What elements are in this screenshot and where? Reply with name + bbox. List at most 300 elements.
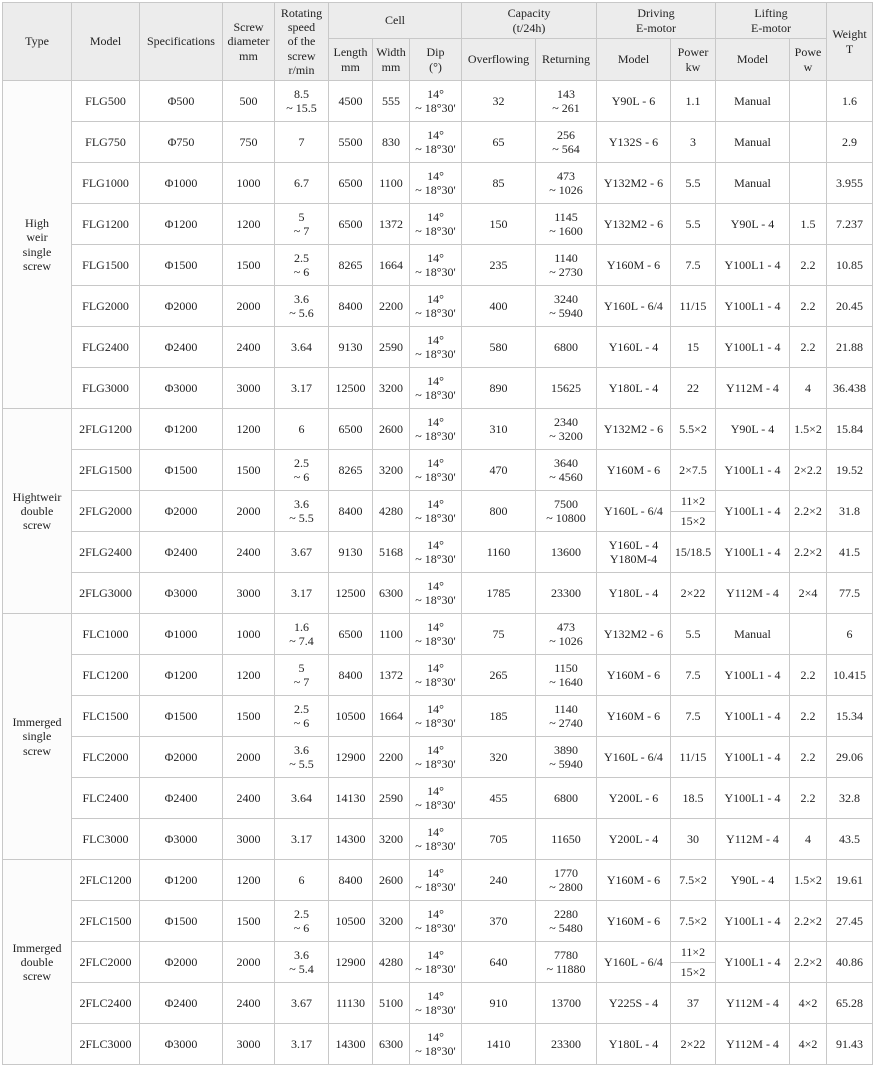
length-cell: 8400 [329, 286, 373, 327]
dip-cell [410, 491, 462, 532]
text-line: 473 [557, 168, 575, 183]
length-cell: 10500 [329, 696, 373, 737]
spec-cell: Φ2400 [140, 327, 223, 368]
text-line: 11×2 [680, 494, 706, 509]
returning-cell [536, 696, 597, 737]
header-type: Type [3, 3, 72, 81]
model-cell: 2FLC1500 [72, 901, 140, 942]
driving-model-cell [597, 81, 671, 122]
spec-cell: Φ1000 [140, 614, 223, 655]
text-line: Y160M - 6 [606, 667, 661, 682]
text-line: Y132M2 - 6 [603, 421, 664, 436]
text-line: T [845, 41, 854, 56]
speed-cell [275, 163, 329, 204]
speed-cell [275, 983, 329, 1024]
lifting-power-cell: 2×2.2 [790, 450, 827, 491]
length-cell: 8265 [329, 245, 373, 286]
text-line: Hightweir [12, 489, 62, 504]
returning-cell [536, 819, 597, 860]
text-line: ~ 18°30' [415, 552, 456, 566]
text-line: Y160M - 6 [606, 257, 661, 272]
width-cell: 2600 [373, 409, 410, 450]
table-row [3, 942, 873, 983]
text-line: Y160M - 6 [606, 708, 661, 723]
text-line: 1150 [554, 660, 578, 675]
weight-cell: 19.61 [827, 860, 873, 901]
driving-power-cell [671, 163, 716, 204]
text-line: 14° [427, 865, 444, 880]
text-line: 3.6 [294, 291, 309, 306]
text-line: 2340 [554, 414, 578, 429]
lifting-power-cell: 2.2 [790, 245, 827, 286]
text-line: 7.5×2 [679, 872, 707, 887]
text-line: 14° [427, 209, 444, 224]
lifting-power-cell [790, 81, 827, 122]
weight-cell: 15.84 [827, 409, 873, 450]
text-line: 143 [557, 86, 575, 101]
text-line: 14° [427, 906, 444, 921]
weight-cell: 10.85 [827, 245, 873, 286]
text-line: 2×22 [680, 585, 706, 600]
returning-cell [536, 204, 597, 245]
text-line: screw [287, 48, 316, 63]
table-row [3, 163, 873, 204]
speed-cell [275, 491, 329, 532]
length-cell: 9130 [329, 327, 373, 368]
table-row [3, 614, 873, 655]
text-line: Y180M-4 [609, 552, 658, 566]
returning-cell [536, 163, 597, 204]
text-line: ~ 18°30' [415, 183, 456, 197]
driving-power-cell [671, 983, 716, 1024]
dip-cell [410, 327, 462, 368]
returning-cell [536, 737, 597, 778]
returning-cell [536, 122, 597, 163]
text-line: Y180L - 4 [608, 1036, 659, 1051]
model-cell: 2FLG2000 [72, 491, 140, 532]
overflowing-cell: 320 [462, 737, 536, 778]
weight-cell: 19.52 [827, 450, 873, 491]
length-cell: 8400 [329, 491, 373, 532]
driving-power-cell [671, 122, 716, 163]
returning-cell [536, 368, 597, 409]
driving-power-cell [671, 819, 716, 860]
spec-cell: Φ1200 [140, 204, 223, 245]
text-line: 3.6 [294, 742, 309, 757]
text-line: 6.7 [294, 175, 309, 190]
weight-cell: 40.86 [827, 942, 873, 983]
text-line: 2.5 [294, 906, 309, 921]
length-cell: 6500 [329, 204, 373, 245]
text-line: 14° [427, 537, 444, 552]
dip-cell [410, 204, 462, 245]
driving-power-cell [671, 81, 716, 122]
driving-power-cell [671, 368, 716, 409]
model-cell: FLG500 [72, 81, 140, 122]
driving-model-cell [597, 204, 671, 245]
text-line: ~ 7 [293, 675, 310, 689]
text-line: screw [23, 518, 51, 533]
text-line: ~ 1640 [549, 675, 583, 689]
driving-power-cell [671, 901, 716, 942]
text-line: Weight [832, 27, 867, 42]
lifting-model-cell: Y100L1 - 4 [716, 245, 790, 286]
type-cell [3, 409, 72, 614]
table-row [3, 81, 873, 122]
text-line: 14° [427, 127, 444, 142]
table-row [3, 491, 873, 532]
weight-cell: 27.45 [827, 901, 873, 942]
text-line: 14° [427, 619, 444, 634]
length-cell: 8400 [329, 860, 373, 901]
text-line: Y160L - 6/4 [604, 954, 663, 969]
returning-cell [536, 532, 597, 573]
diameter-cell: 1500 [223, 245, 275, 286]
text-line: ~ 18°30' [415, 347, 456, 361]
table-row [3, 819, 873, 860]
table-row [3, 573, 873, 614]
dip-cell [410, 368, 462, 409]
text-line: 3240 [554, 291, 578, 306]
text-line: ~ 6 [293, 716, 310, 730]
length-cell: 9130 [329, 532, 373, 573]
text-line: of the [287, 34, 316, 49]
width-cell: 3200 [373, 450, 410, 491]
model-cell: 2FLG1200 [72, 409, 140, 450]
weight-cell: 7.237 [827, 204, 873, 245]
weight-cell: 77.5 [827, 573, 873, 614]
weight-cell: 3.955 [827, 163, 873, 204]
text-line: ~ 2740 [549, 716, 583, 730]
text-line: speed [287, 20, 316, 35]
text-line: double [20, 503, 54, 518]
lifting-model-cell: Y100L1 - 4 [716, 655, 790, 696]
text-line: 1140 [554, 250, 578, 265]
lifting-power-cell: 2.2 [790, 778, 827, 819]
length-cell: 8265 [329, 450, 373, 491]
text-line: ~ 18°30' [415, 962, 456, 976]
text-line: Y160M - 6 [606, 872, 661, 887]
speed-cell [275, 245, 329, 286]
driving-model-cell [597, 245, 671, 286]
text-line: 2×7.5 [679, 462, 707, 477]
weight-cell: 2.9 [827, 122, 873, 163]
lifting-power-cell: 1.5×2 [790, 860, 827, 901]
dip-cell [410, 1024, 462, 1065]
text-line: 14° [427, 414, 444, 429]
driving-model-cell [597, 655, 671, 696]
spec-cell: Φ1500 [140, 450, 223, 491]
text-line: 3.6 [294, 947, 309, 962]
driving-model-cell [597, 778, 671, 819]
table-row [3, 1024, 873, 1065]
model-cell: FLG2400 [72, 327, 140, 368]
text-line: 15×2 [671, 511, 715, 528]
lifting-model-cell: Y112M - 4 [716, 983, 790, 1024]
lifting-model-cell: Manual [716, 163, 790, 204]
text-line: ~ 18°30' [415, 224, 456, 238]
lifting-power-cell: 2.2 [790, 286, 827, 327]
text-line: w [803, 59, 813, 74]
text-line: ~ 5.4 [289, 962, 314, 976]
text-line: 14° [427, 168, 444, 183]
width-cell: 1372 [373, 204, 410, 245]
spec-cell: Φ1200 [140, 409, 223, 450]
text-line: ~ 6 [293, 470, 310, 484]
lifting-model-cell: Y100L1 - 4 [716, 901, 790, 942]
overflowing-cell: 265 [462, 655, 536, 696]
text-line: screw [23, 743, 51, 758]
speed-cell [275, 942, 329, 983]
text-line: 11/15 [679, 298, 707, 313]
lifting-power-cell: 4 [790, 368, 827, 409]
header-length [329, 39, 373, 81]
dip-cell [410, 409, 462, 450]
text-line: Y160L - 6/4 [604, 749, 663, 764]
header-model: Model [72, 3, 140, 81]
overflowing-cell: 235 [462, 245, 536, 286]
diameter-cell: 2400 [223, 778, 275, 819]
text-line: ~ 18°30' [415, 388, 456, 402]
spec-table [2, 2, 873, 1065]
text-line: 5.5×2 [679, 421, 707, 436]
text-line: 3.17 [291, 831, 312, 846]
overflowing-cell: 470 [462, 450, 536, 491]
header-driving-power [671, 39, 716, 81]
text-line: 473 [557, 619, 575, 634]
dip-cell [410, 245, 462, 286]
speed-cell [275, 368, 329, 409]
text-line: ~ 3200 [549, 429, 583, 443]
width-cell: 4280 [373, 491, 410, 532]
text-line: 2.5 [294, 701, 309, 716]
width-cell: 5100 [373, 983, 410, 1024]
overflowing-cell: 1785 [462, 573, 536, 614]
diameter-cell: 2000 [223, 737, 275, 778]
text-line: Y132M2 - 6 [603, 216, 664, 231]
text-line: 3640 [554, 455, 578, 470]
driving-model-cell [597, 532, 671, 573]
diameter-cell: 1200 [223, 655, 275, 696]
text-line: ~ 6 [293, 921, 310, 935]
text-line: 15/18.5 [674, 544, 712, 559]
diameter-cell: 1000 [223, 163, 275, 204]
text-line: ~ 18°30' [415, 1044, 456, 1058]
text-line: ~ 18°30' [415, 921, 456, 935]
lifting-model-cell: Y100L1 - 4 [716, 450, 790, 491]
text-line: 6800 [554, 339, 578, 354]
text-line: 18.5 [682, 790, 704, 805]
weight-cell: 91.43 [827, 1024, 873, 1065]
lifting-power-cell [790, 614, 827, 655]
length-cell: 4500 [329, 81, 373, 122]
text-line: High [25, 216, 49, 231]
diameter-cell: 3000 [223, 368, 275, 409]
spec-cell: Φ2000 [140, 737, 223, 778]
text-line: Length [333, 45, 368, 60]
table-body [3, 81, 873, 1065]
text-line: 37 [687, 995, 699, 1010]
dip-cell [410, 655, 462, 696]
text-line: diameter [227, 34, 270, 49]
speed-cell [275, 655, 329, 696]
diameter-cell: 2400 [223, 327, 275, 368]
text-line: 15625 [551, 380, 581, 395]
lifting-power-cell: 4×2 [790, 983, 827, 1024]
header-screw-diameter [223, 3, 275, 81]
text-line: 1140 [554, 701, 578, 716]
text-line: 14° [427, 250, 444, 265]
model-cell: FLC2000 [72, 737, 140, 778]
text-line: Y160L - 4 [608, 339, 659, 354]
spec-cell: Φ1200 [140, 860, 223, 901]
lifting-model-cell: Y112M - 4 [716, 1024, 790, 1065]
text-line: 2280 [554, 906, 578, 921]
speed-cell [275, 737, 329, 778]
driving-power-cell [671, 655, 716, 696]
lifting-power-cell: 4×2 [790, 1024, 827, 1065]
returning-cell [536, 491, 597, 532]
width-cell: 2200 [373, 737, 410, 778]
lifting-power-cell [790, 122, 827, 163]
text-line: Y160M - 6 [606, 462, 661, 477]
speed-cell [275, 81, 329, 122]
diameter-cell: 3000 [223, 1024, 275, 1065]
text-line: ~ 5940 [549, 757, 583, 771]
length-cell: 14300 [329, 819, 373, 860]
length-cell: 10500 [329, 901, 373, 942]
text-line: 256 [557, 127, 575, 142]
model-cell: FLC2400 [72, 778, 140, 819]
text-line: kw [685, 59, 701, 74]
text-line: screw [23, 969, 51, 984]
text-line: 7780 [554, 947, 578, 962]
lifting-power-cell: 2.2×2 [790, 942, 827, 983]
dip-cell [410, 573, 462, 614]
weight-cell: 32.8 [827, 778, 873, 819]
model-cell: FLG1200 [72, 204, 140, 245]
text-line: Y132S - 6 [608, 134, 659, 149]
text-line: 6800 [554, 790, 578, 805]
text-line: ~ 18°30' [415, 511, 456, 525]
text-line: 3.67 [291, 995, 312, 1010]
lifting-power-cell [790, 163, 827, 204]
table-row [3, 983, 873, 1024]
weight-cell: 15.34 [827, 696, 873, 737]
model-cell: FLC1500 [72, 696, 140, 737]
text-line: Y200L - 4 [608, 831, 659, 846]
driving-power-cell [671, 860, 716, 901]
table-row [3, 327, 873, 368]
width-cell: 3200 [373, 368, 410, 409]
weight-cell: 6 [827, 614, 873, 655]
returning-cell [536, 942, 597, 983]
driving-model-cell [597, 860, 671, 901]
text-line: ~ 6 [293, 265, 310, 279]
length-cell: 6500 [329, 163, 373, 204]
lifting-model-cell: Y112M - 4 [716, 368, 790, 409]
spec-cell: Φ1500 [140, 901, 223, 942]
header-rotating-speed [275, 3, 329, 81]
width-cell: 1664 [373, 696, 410, 737]
text-line: 3.64 [291, 790, 312, 805]
text-line: 2.5 [294, 455, 309, 470]
header-lifting-model: Model [716, 39, 790, 81]
model-cell: FLG3000 [72, 368, 140, 409]
table-row [3, 532, 873, 573]
text-line: ~ 18°30' [415, 593, 456, 607]
lifting-power-cell: 4 [790, 819, 827, 860]
overflowing-cell: 910 [462, 983, 536, 1024]
text-line: 3.64 [291, 339, 312, 354]
length-cell: 6500 [329, 614, 373, 655]
table-row [3, 409, 873, 450]
text-line: single [22, 729, 52, 744]
text-line: (°) [429, 59, 442, 74]
driving-power-cell [671, 491, 716, 532]
lifting-model-cell: Y100L1 - 4 [716, 737, 790, 778]
text-line: 14° [427, 824, 444, 839]
text-line: ~ 18°30' [415, 839, 456, 853]
text-line: ~ 261 [552, 101, 580, 115]
table-row [3, 368, 873, 409]
text-line: 23300 [551, 585, 581, 600]
lifting-model-cell: Y90L - 4 [716, 409, 790, 450]
type-cell [3, 81, 72, 409]
text-line: 14° [427, 291, 444, 306]
lifting-model-cell: Y90L - 4 [716, 860, 790, 901]
length-cell: 12900 [329, 737, 373, 778]
driving-power-cell [671, 450, 716, 491]
text-line: Screw [233, 20, 264, 35]
speed-cell [275, 614, 329, 655]
spec-cell: Φ3000 [140, 368, 223, 409]
weight-cell: 36.438 [827, 368, 873, 409]
diameter-cell: 1500 [223, 901, 275, 942]
spec-cell: Φ2400 [140, 983, 223, 1024]
dip-cell [410, 81, 462, 122]
returning-cell [536, 81, 597, 122]
width-cell: 555 [373, 81, 410, 122]
text-line: ~ 18°30' [415, 757, 456, 771]
text-line: ~ 10800 [546, 511, 586, 525]
speed-cell [275, 122, 329, 163]
text-line: 14° [427, 373, 444, 388]
driving-model-cell [597, 696, 671, 737]
driving-power-cell [671, 573, 716, 614]
dip-cell [410, 983, 462, 1024]
text-line: 14° [427, 496, 444, 511]
table-row [3, 286, 873, 327]
text-line: Immerged [12, 940, 62, 955]
driving-power-cell [671, 409, 716, 450]
speed-cell [275, 573, 329, 614]
speed-cell [275, 860, 329, 901]
table-row [3, 245, 873, 286]
overflowing-cell: 1160 [462, 532, 536, 573]
dip-cell [410, 942, 462, 983]
weight-cell: 10.415 [827, 655, 873, 696]
text-line: Powe [794, 45, 822, 60]
model-cell: FLG750 [72, 122, 140, 163]
text-line: ~ 18°30' [415, 798, 456, 812]
text-line: Rotating [280, 6, 323, 21]
type-cell [3, 614, 72, 860]
weight-cell: 1.6 [827, 81, 873, 122]
model-cell: FLC1200 [72, 655, 140, 696]
table-row [3, 696, 873, 737]
text-line: 5 [298, 209, 305, 224]
